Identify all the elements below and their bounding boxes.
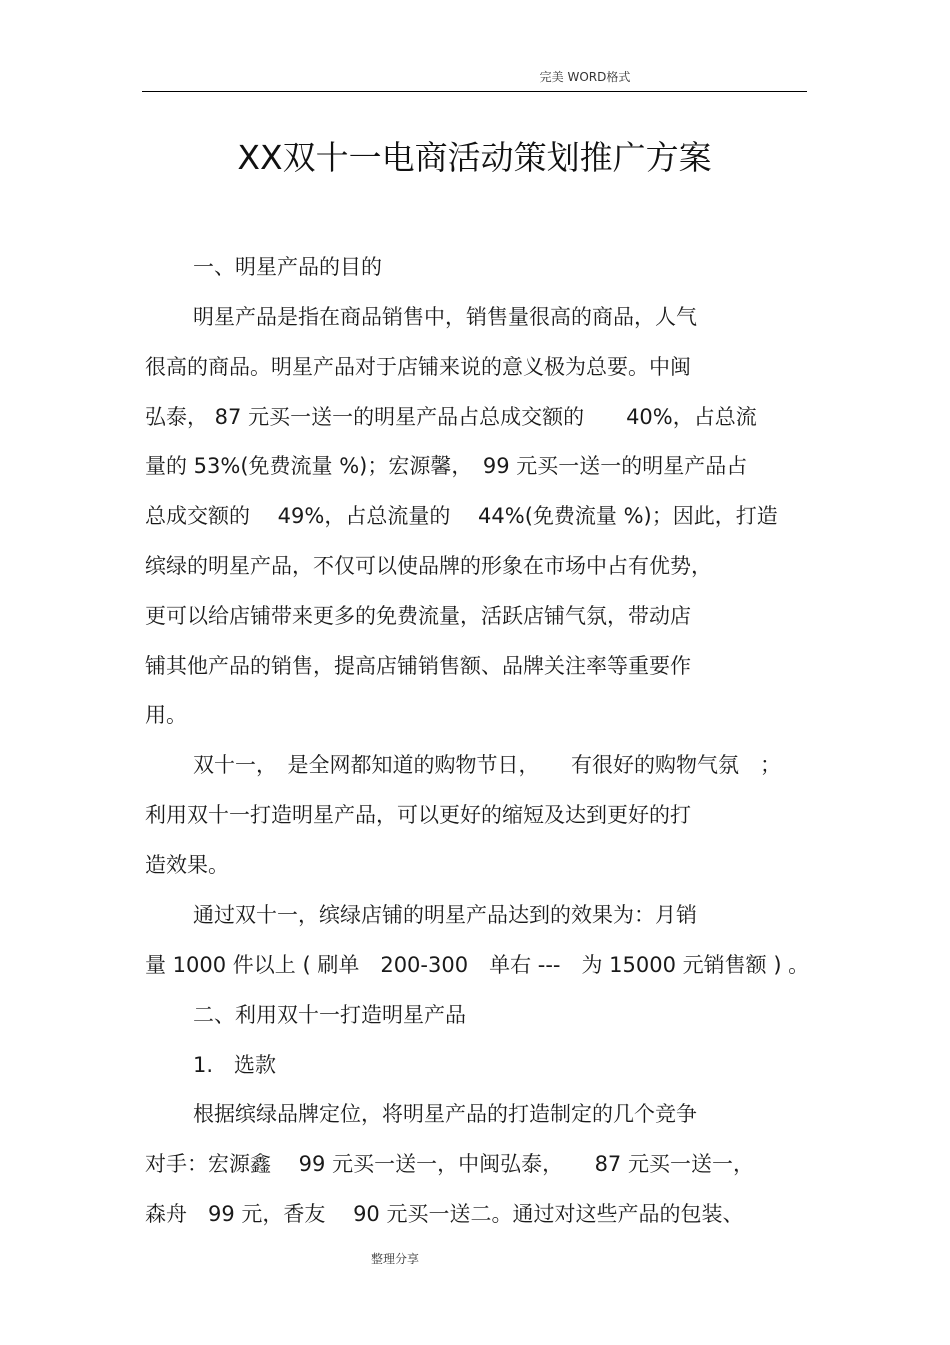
document-title: XX双十一电商活动策划推广方案 bbox=[237, 138, 712, 177]
paragraph-line: 缤绿的明星产品，不仅可以使品牌的形象在市场中占有优势， bbox=[145, 554, 712, 578]
paragraph-line: 根据缤绿品牌定位，将明星产品的打造制定的几个竞争 bbox=[193, 1102, 697, 1126]
paragraph-line: 量 1000 件以上 ( 刷单 200-300 单右 --- 为 15000 元销售额 ) 。 bbox=[145, 953, 810, 977]
subsection-heading: 1. 选款 bbox=[193, 1053, 277, 1077]
paragraph-line: 双十一， 是全网都知道的购物节日， 有很好的购物气氛 ； bbox=[193, 753, 781, 777]
paragraph-line: 更可以给店铺带来更多的免费流量，活跃店铺气氛，带动店 bbox=[145, 604, 691, 628]
page-header: 完美 WORD格式 bbox=[539, 70, 631, 84]
section-heading-2: 二、利用双十一打造明星产品 bbox=[193, 1003, 466, 1027]
paragraph-line: 明星产品是指在商品销售中，销售量很高的商品，人气 bbox=[193, 305, 697, 329]
paragraph-line: 铺其他产品的销售，提高店铺销售额、品牌关注率等重要作 bbox=[145, 654, 691, 678]
header-divider bbox=[142, 91, 807, 92]
paragraph-line: 量的 53%(免费流量 %)；宏源馨， 99 元买一送一的明星产品占 bbox=[145, 454, 748, 478]
paragraph-line: 很高的商品。明星产品对于店铺来说的意义极为总要。中闽 bbox=[145, 355, 691, 379]
paragraph-line: 通过双十一，缤绿店铺的明星产品达到的效果为：月销 bbox=[193, 903, 697, 927]
paragraph-line: 造效果。 bbox=[145, 853, 229, 877]
section-heading-1: 一、明星产品的目的 bbox=[193, 255, 382, 279]
paragraph-line: 森舟 99 元，香友 90 元买一送二。通过对这些产品的包装、 bbox=[145, 1202, 744, 1226]
page-footer: 整理分享 bbox=[370, 1252, 419, 1266]
paragraph-line: 弘泰， 87 元买一送一的明星产品占总成交额的 40%，占总流 bbox=[145, 405, 757, 429]
paragraph-line: 利用双十一打造明星产品，可以更好的缩短及达到更好的打 bbox=[145, 803, 691, 827]
paragraph-line: 对手：宏源鑫 99 元买一送一，中闽弘泰， 87 元买一送一， bbox=[145, 1152, 754, 1176]
paragraph-line: 用。 bbox=[145, 703, 187, 727]
paragraph-line: 总成交额的 49%，占总流量的 44%(免费流量 %)；因此，打造 bbox=[145, 504, 778, 528]
